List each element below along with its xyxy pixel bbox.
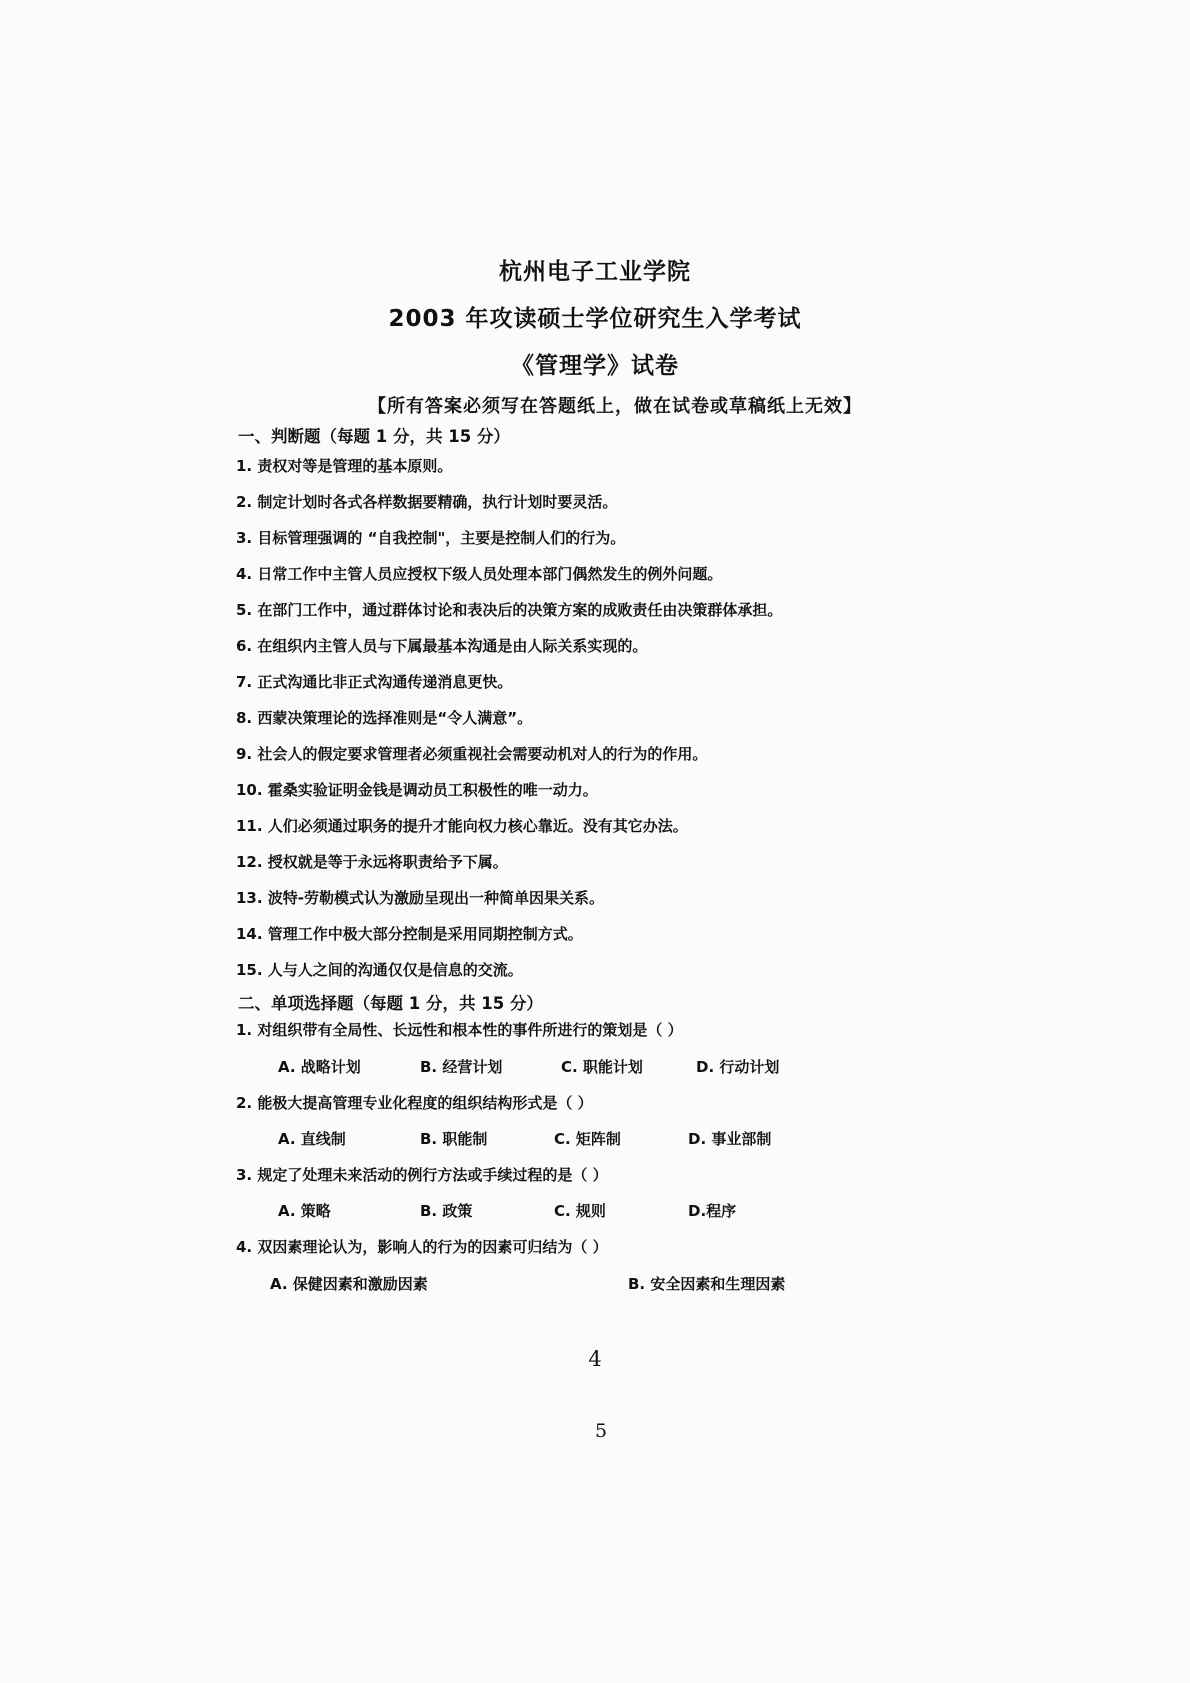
mc-option: C. 矩阵制 <box>554 1130 621 1148</box>
answer-notice: 【所有答案必须写在答题纸上，做在试卷或草稿纸上无效】 <box>368 396 862 417</box>
tf-question-15: 15. 人与人之间的沟通仅仅是信息的交流。 <box>236 961 523 979</box>
mc-option: A. 战略计划 <box>278 1058 361 1076</box>
tf-question-12: 12. 授权就是等于永远将职责给予下属。 <box>236 853 508 871</box>
mc-option: B. 职能制 <box>420 1130 488 1148</box>
outer-page-number: 5 <box>594 1420 608 1442</box>
tf-question-7: 7. 正式沟通比非正式沟通传递消息更快。 <box>236 673 513 691</box>
mc-question-2: 2. 能极大提高管理专业化程度的组织结构形式是（ ） <box>236 1094 593 1112</box>
section-title-single-choice: 二、单项选择题（每题 1 分，共 15 分） <box>238 994 543 1013</box>
mc-option: D.程序 <box>688 1202 737 1220</box>
mc-option: B. 经营计划 <box>420 1058 503 1076</box>
tf-question-4: 4. 日常工作中主管人员应授权下级人员处理本部门偶然发生的例外问题。 <box>236 565 723 583</box>
section-title-true-false: 一、判断题（每题 1 分，共 15 分） <box>238 427 510 446</box>
tf-question-2: 2. 制定计划时各式各样数据要精确，执行计划时要灵活。 <box>236 493 618 511</box>
mc-question-4: 4. 双因素理论认为，影响人的行为的因素可归结为（ ） <box>236 1238 608 1256</box>
mc-option: A. 策略 <box>278 1202 331 1220</box>
mc-option: A. 保健因素和激励因素 <box>270 1275 428 1293</box>
tf-question-8: 8. 西蒙决策理论的选择准则是“令人满意”。 <box>236 709 533 727</box>
tf-question-6: 6. 在组织内主管人员与下属最基本沟通是由人际关系实现的。 <box>236 637 648 655</box>
mc-option: C. 职能计划 <box>561 1058 643 1076</box>
mc-option: D. 行动计划 <box>696 1058 780 1076</box>
mc-option: B. 安全因素和生理因素 <box>628 1275 786 1293</box>
exam-title: 2003 年攻读硕士学位研究生入学考试 <box>388 306 802 332</box>
tf-question-5: 5. 在部门工作中，通过群体讨论和表决后的决策方案的成败责任由决策群体承担。 <box>236 601 783 619</box>
mc-option: A. 直线制 <box>278 1130 346 1148</box>
mc-option: D. 事业部制 <box>688 1130 772 1148</box>
mc-question-1: 1. 对组织带有全局性、长远性和根本性的事件所进行的策划是（ ） <box>236 1021 683 1039</box>
mc-option: B. 政策 <box>420 1202 473 1220</box>
school-title: 杭州电子工业学院 <box>499 259 691 285</box>
tf-question-13: 13. 波特-劳勒模式认为激励呈现出一种简单因果关系。 <box>236 889 605 907</box>
tf-question-3: 3. 目标管理强调的 “自我控制"，主要是控制人们的行为。 <box>236 529 626 547</box>
mc-question-3: 3. 规定了处理未来活动的例行方法或手续过程的是（ ） <box>236 1166 608 1184</box>
mc-option: C. 规则 <box>554 1202 606 1220</box>
tf-question-10: 10. 霍桑实验证明金钱是调动员工积极性的唯一动力。 <box>236 781 598 799</box>
tf-question-11: 11. 人们必须通过职务的提升才能向权力核心靠近。没有其它办法。 <box>236 817 688 835</box>
tf-question-14: 14. 管理工作中极大部分控制是采用同期控制方式。 <box>236 925 583 943</box>
paper-title: 《管理学》试卷 <box>511 353 679 379</box>
tf-question-1: 1. 责权对等是管理的基本原则。 <box>236 457 453 475</box>
tf-question-9: 9. 社会人的假定要求管理者必须重视社会需要动机对人的行为的作用。 <box>236 745 708 763</box>
inner-page-number: 4 <box>588 1347 602 1371</box>
